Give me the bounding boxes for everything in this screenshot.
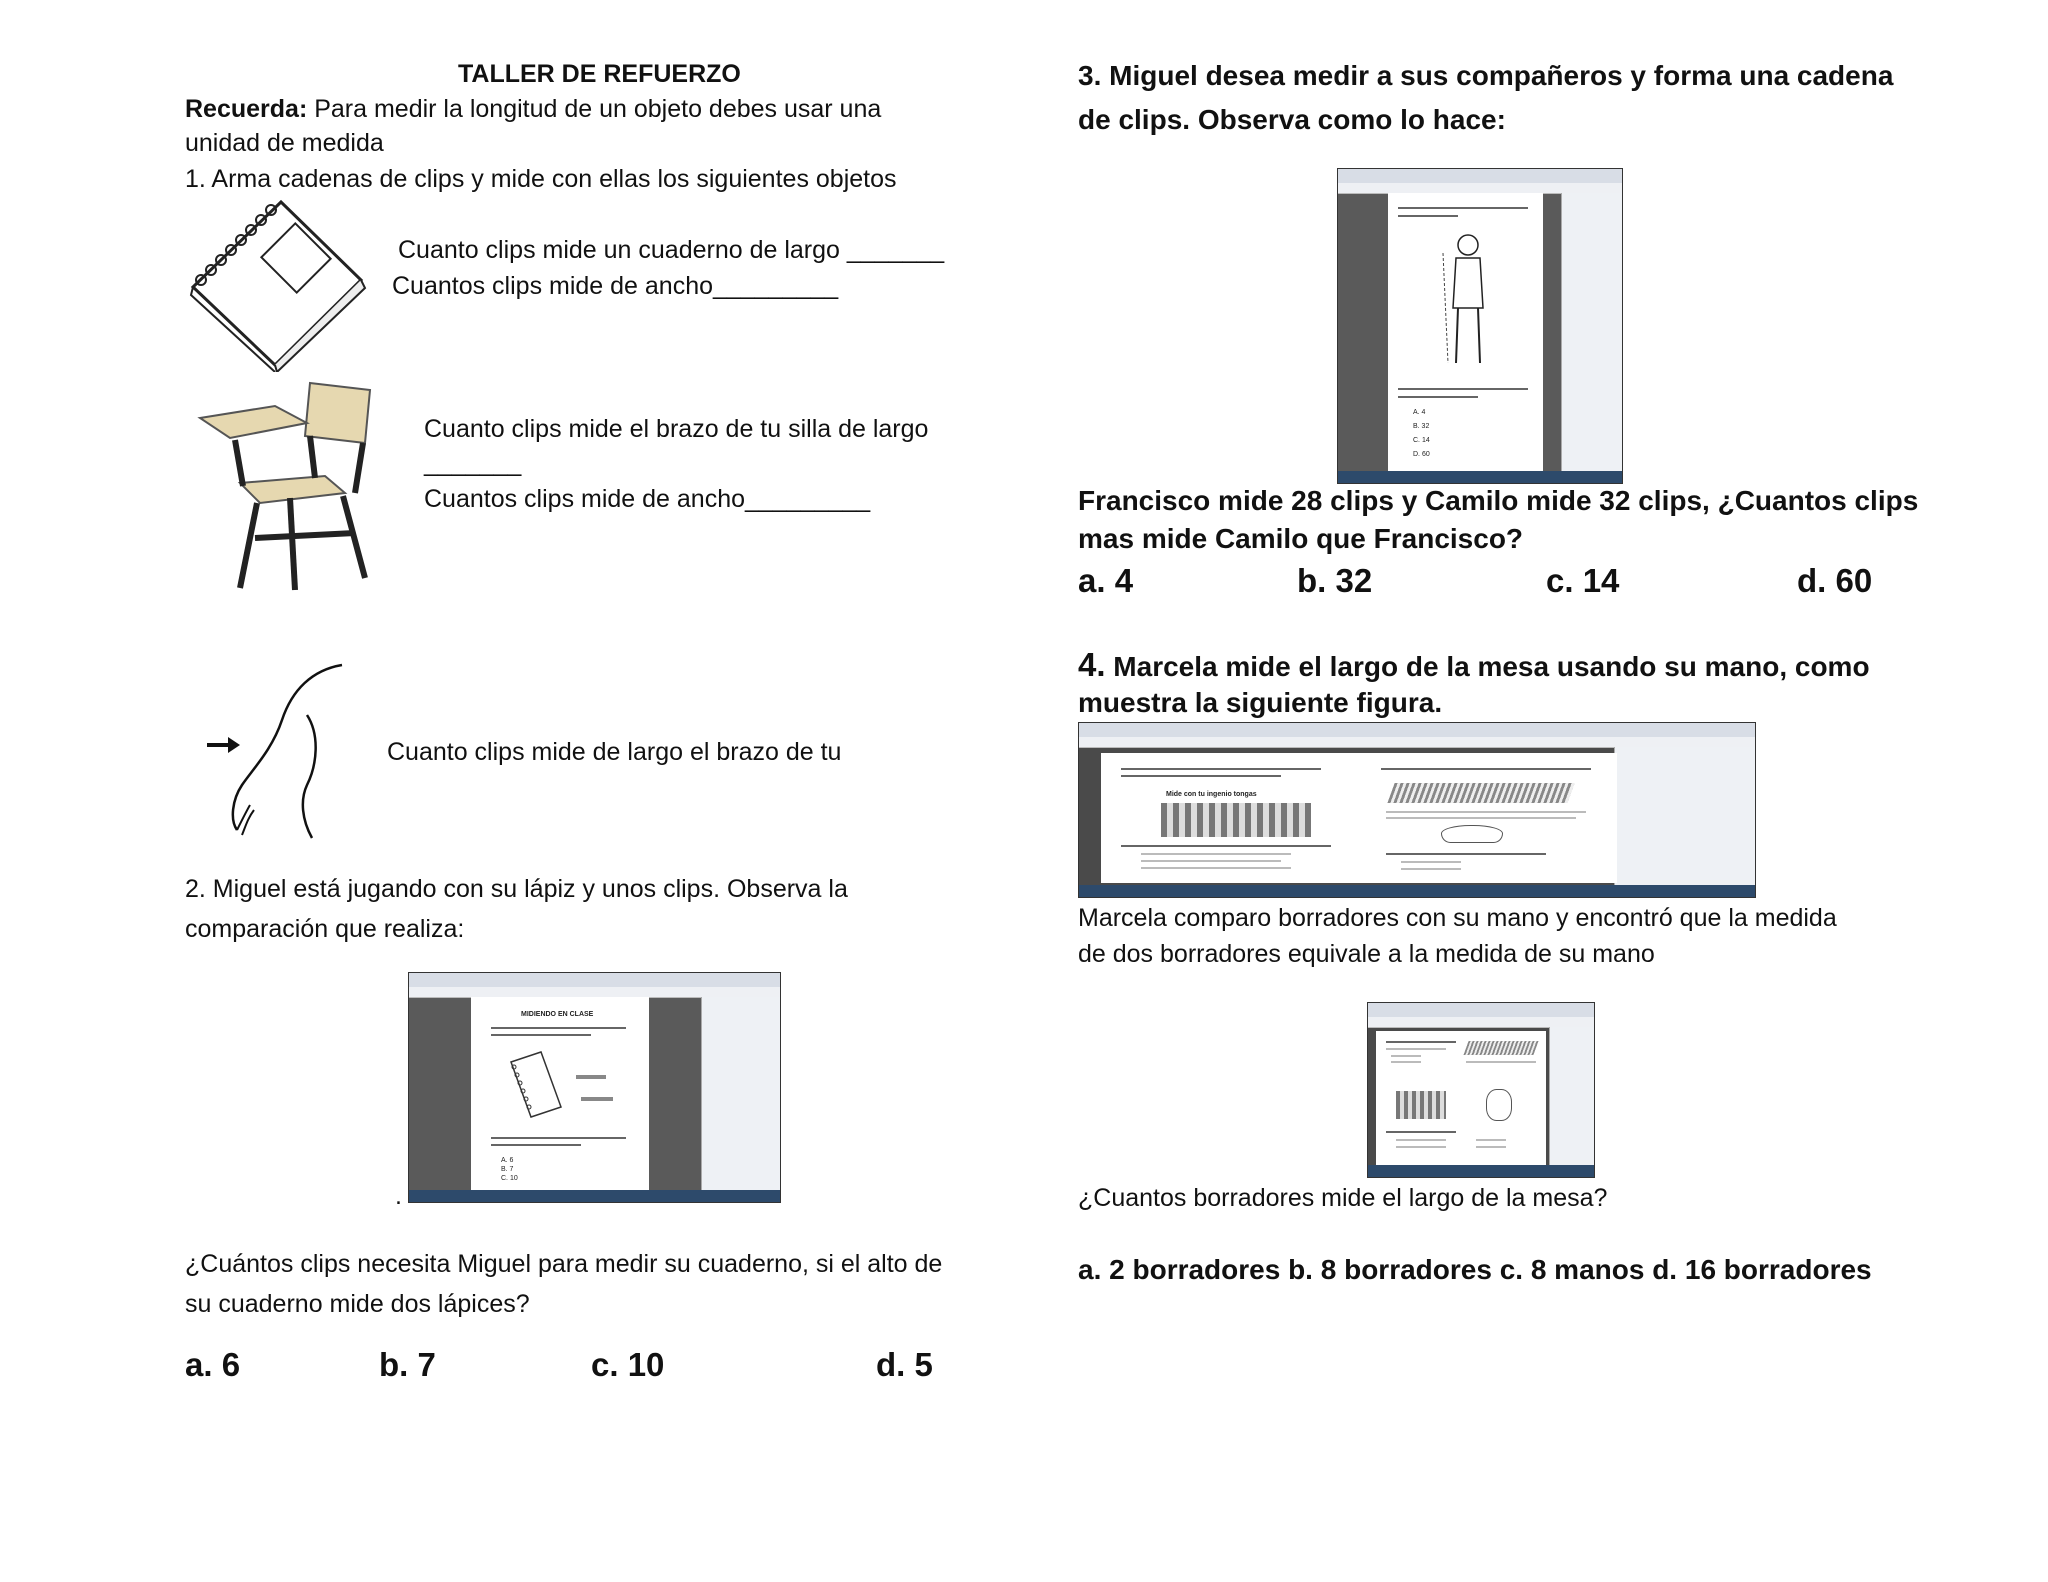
answers-4: a. 2 borradores b. 8 borradores c. 8 manos d. 16 borradores (1078, 1254, 1872, 1285)
recuerda-text-2: unidad de medida (185, 129, 384, 157)
item-2-question-2: su cuaderno mide dos lápices? (185, 1290, 530, 1318)
chair-length-blank: _______ (424, 449, 522, 477)
item-4-number: 4. (1078, 646, 1106, 683)
item-2-question: ¿Cuántos clips necesita Miguel para medir su cuaderno, si el alto de (185, 1250, 943, 1278)
notebook-illustration (183, 192, 368, 372)
item-3-question-2: mas mide Camilo que Francisco? (1078, 523, 1524, 554)
item-3-heading (1078, 54, 1893, 98)
item-3-text: Miguel desea medir a sus compañeros y forma una cadena (1101, 60, 1894, 91)
page-title: TALLER DE REFUERZO (458, 60, 741, 88)
item-4-heading-2: muestra la siguiente figura. (1078, 687, 1443, 718)
item-3-heading-2: de clips. Observa como lo hace: (1078, 104, 1506, 135)
screenshot-item-3: A. 4 B. 32 C. 14 D. 60 (1337, 168, 1623, 484)
item-4-heading (1078, 646, 1870, 686)
chair-length-question: Cuanto clips mide el brazo de tu silla de largo (424, 415, 929, 443)
answer-3-d: d. 60 (1797, 562, 1873, 599)
recuerda-label: Recuerda: (185, 95, 308, 123)
notebook-width-question: Cuantos clips mide de ancho_________ (392, 272, 839, 300)
answer-3-b: b. 32 (1297, 562, 1373, 599)
screenshot-item-4-erasers (1367, 1002, 1595, 1178)
arm-length-question: Cuanto clips mide de largo el brazo de tu (387, 738, 842, 766)
school-chair-illustration (195, 378, 380, 598)
item-3-question: Francisco mide 28 clips y Camilo mide 32 clips, ¿Cuantos clips (1078, 485, 1919, 516)
item-4-question: ¿Cuantos borradores mide el largo de la mesa? (1078, 1184, 1608, 1212)
item-2-instruction-2: comparación que realiza: (185, 915, 465, 943)
screenshot-item-4-table (1078, 722, 1756, 898)
screenshot-4-heading: Mide con tu ingenio tongas (1166, 791, 1257, 798)
answer-2-a: a. 6 (185, 1346, 241, 1383)
item-3-number: 3. (1078, 60, 1102, 91)
answer-3-a: a. 4 (1078, 562, 1134, 599)
screenshot-item-2: MIDIENDO EN CLASE A. 6 B. 7 C. 10 (408, 972, 781, 1203)
answer-2-b: b. 7 (379, 1346, 436, 1383)
chair-width-question: Cuantos clips mide de ancho_________ (424, 485, 871, 513)
marcela-text-2: de dos borradores equivale a la medida de su mano (1078, 940, 1655, 968)
item-1-instruction: 1. Arma cadenas de clips y mide con ellas los siguientes objetos (185, 165, 897, 193)
item-2-instruction: 2. Miguel está jugando con su lápiz y unos clips. Observa la (185, 875, 848, 903)
recuerda-line (185, 93, 881, 126)
screenshot-2-heading: MIDIENDO EN CLASE (521, 1011, 594, 1018)
answer-2-d: d. 5 (876, 1346, 933, 1383)
notebook-length-question: Cuanto clips mide un cuaderno de largo _______ (398, 236, 945, 264)
stray-dot: . (395, 1182, 402, 1210)
arm-illustration (202, 660, 352, 840)
answer-2-c: c. 10 (591, 1346, 665, 1383)
marcela-text: Marcela comparo borradores con su mano y encontró que la medida (1078, 904, 1837, 932)
item-4-text: Marcela mide el largo de la mesa usando su mano, como (1105, 651, 1870, 682)
answer-3-c: c. 14 (1546, 562, 1620, 599)
recuerda-text: Para medir la longitud de un objeto debes usar una (307, 95, 882, 123)
